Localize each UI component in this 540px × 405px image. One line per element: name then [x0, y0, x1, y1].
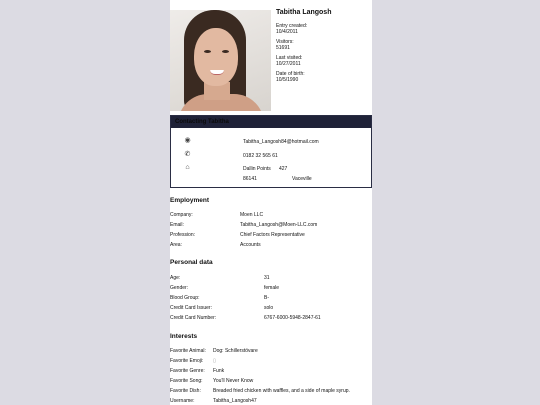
- photo-face: [194, 28, 238, 86]
- personal-row: [170, 315, 370, 322]
- personal-key: Gender:: [170, 285, 189, 291]
- contact-house: 427: [279, 166, 288, 172]
- interests-row: [170, 378, 370, 385]
- contact-city: Vaceville: [292, 176, 312, 182]
- employment-key: Company:: [170, 212, 193, 218]
- interests-title: Interests: [170, 333, 198, 340]
- profile-photo: [170, 10, 271, 111]
- interests-row: [170, 398, 370, 405]
- employment-row: [170, 242, 370, 249]
- profile-name: Tabitha Langosh: [276, 9, 332, 16]
- interests-value: You'll Never Know: [213, 378, 254, 384]
- interests-row: [170, 358, 370, 365]
- contact-title: Contacting Tabitha: [171, 116, 371, 128]
- entry-created-value: 10/4/2011: [276, 29, 298, 35]
- photo-eye-right: [222, 50, 229, 53]
- interests-key: Favorite Genre:: [170, 368, 205, 374]
- employment-row: [170, 222, 370, 229]
- phone-icon: ✆: [184, 151, 191, 158]
- dob-label: Date of birth:: [276, 71, 305, 77]
- employment-title: Employment: [170, 197, 210, 204]
- personal-value: female: [264, 285, 280, 291]
- employment-value: Accounts: [240, 242, 261, 248]
- employment-value: Moen LLC: [240, 212, 264, 218]
- visitors-label: Visitors:: [276, 39, 294, 45]
- interests-row: [170, 368, 370, 375]
- interests-row: [170, 348, 370, 355]
- contact-email[interactable]: Tabitha_Langosh84@hotmail.com: [243, 139, 319, 145]
- personal-row: [170, 295, 370, 302]
- interests-value: Breaded fried chicken with waffles, and a side of maple syrup.: [213, 388, 350, 394]
- interests-value: Tabitha_Langosh47: [213, 398, 257, 404]
- at-icon: ◉: [184, 137, 191, 144]
- last-visited-value: 10/27/2011: [276, 61, 301, 67]
- personal-value: 31: [264, 275, 270, 281]
- date-of-birth: [276, 71, 305, 83]
- interests-key: Username:: [170, 398, 195, 404]
- personal-row: [170, 305, 370, 312]
- interests-key: Favorite Dish:: [170, 388, 201, 394]
- personal-title: Personal data: [170, 259, 213, 266]
- interests-value: Dog: Schillerstövare: [213, 348, 258, 354]
- personal-key: Blood Group:: [170, 295, 200, 301]
- visitors: [276, 39, 294, 51]
- personal-row: [170, 285, 370, 292]
- personal-value: 6767-6000-5948-2847-61: [264, 315, 321, 321]
- personal-key: Credit Card Number:: [170, 315, 217, 321]
- interests-key: Favorite Song:: [170, 378, 203, 384]
- interests-value: Funk: [213, 368, 225, 374]
- last-visited: [276, 55, 302, 67]
- interests-row: [170, 388, 370, 395]
- home-icon: ⌂: [185, 164, 190, 171]
- dob-value: 10/5/1990: [276, 77, 299, 83]
- employment-key: Profession:: [170, 232, 196, 238]
- interests-key: Favorite Animal:: [170, 348, 206, 354]
- employment-value[interactable]: Tabitha_Langosh@Moen-LLC.com: [240, 222, 318, 228]
- contact-street: Dallin Points: [243, 166, 271, 172]
- contact-phone[interactable]: 0182 32 565 61: [243, 153, 278, 159]
- employment-key: Area:: [170, 242, 182, 248]
- last-visited-label: Last visited:: [276, 55, 303, 61]
- contact-box: [170, 115, 372, 188]
- personal-value: B-: [264, 295, 269, 301]
- personal-row: [170, 275, 370, 282]
- entry-created: [276, 23, 307, 35]
- entry-created-label: Entry created:: [276, 23, 308, 29]
- personal-key: Credit Card Issuer:: [170, 305, 212, 311]
- employment-row: [170, 232, 370, 239]
- contact-zip: 86141: [243, 176, 257, 182]
- personal-key: Age:: [170, 275, 181, 281]
- interests-key: Favorite Emoji:: [170, 358, 204, 364]
- employment-row: [170, 212, 370, 219]
- employment-value: Chief Factors Representative: [240, 232, 305, 238]
- personal-value: solo: [264, 305, 274, 311]
- visitors-value: 51691: [276, 45, 290, 51]
- photo-eye-left: [204, 50, 211, 53]
- employment-key: Email:: [170, 222, 184, 228]
- interests-value: ▯: [213, 358, 216, 364]
